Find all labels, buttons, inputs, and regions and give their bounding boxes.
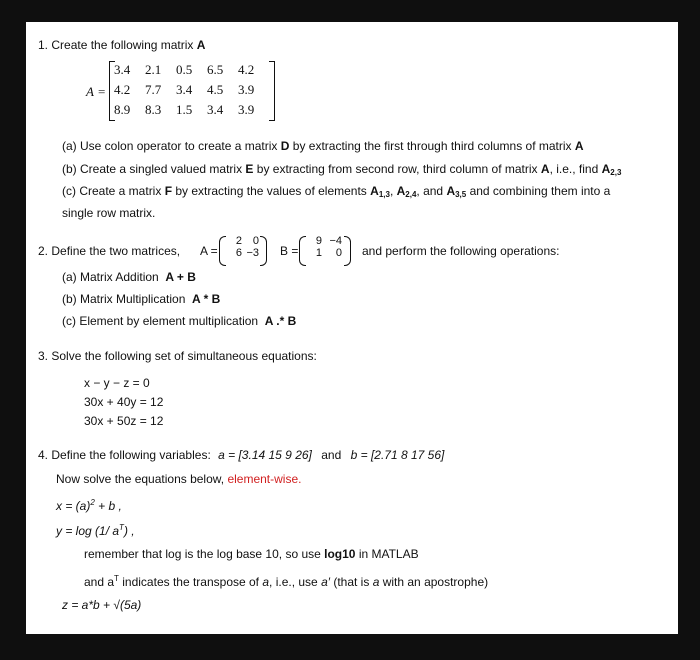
q2-part-b [62, 292, 220, 306]
q4-transpose-note [84, 572, 488, 589]
matrix-cell: 0 [252, 235, 259, 247]
matrix-cell: −3 [246, 247, 259, 259]
q4-note1-pre: remember that log is the log base 10, so use [84, 547, 325, 561]
matrix-cell: 4.2 [238, 62, 255, 77]
q3-text: Solve the following set of simultaneous equations: [51, 349, 317, 363]
matrix-row [114, 80, 262, 100]
q1-c-subscript: 2,4 [405, 190, 417, 199]
q4-text: Define the following variables: [51, 448, 211, 462]
q1-number: 1. [38, 38, 49, 52]
matrix-cell: 0.5 [176, 62, 193, 77]
q4-x-sup: 2 [90, 498, 95, 507]
matrix-a-2x2-label: A = [200, 244, 218, 258]
matrix-cell: 1.5 [176, 102, 193, 117]
q1-c-subscript: 3,5 [455, 190, 467, 199]
q2-tail: and perform the following operations: [362, 244, 560, 258]
matrix-cell: 2 [235, 235, 242, 247]
q4-y-equation [56, 521, 135, 538]
q4-y-post: ) , [123, 524, 135, 538]
q1-c-element: A [396, 184, 406, 198]
matrix-cell: 1 [315, 247, 322, 259]
q4-note2-a2: a [372, 575, 380, 589]
q1-part-a [62, 139, 584, 153]
matrix-cell: 3.9 [238, 82, 255, 97]
q2-c-expr: A .* B [264, 314, 297, 328]
q4-and: and [321, 448, 342, 462]
q4-y-pre: y = log (1/ a [56, 524, 120, 538]
q4-a-definition: a = [3.14 15 9 26] [218, 448, 312, 462]
q1-title: Create the following matrix [51, 38, 194, 52]
q1-c-element: A [370, 184, 379, 198]
matrix-cell: 4.5 [207, 82, 224, 97]
q1-b-matrix-e: E [245, 162, 254, 176]
matrix-cell: 3.9 [238, 102, 255, 117]
q4-note2-post3: with an apostrophe) [379, 575, 489, 589]
matrix-cell: 7.7 [145, 82, 162, 97]
q4-note2-sup: T [114, 574, 119, 583]
q1-b-text2: by extracting from second row, third column of matrix [253, 162, 541, 176]
q2-number: 2. [38, 244, 49, 258]
q4-x-equation [56, 496, 122, 513]
q4-z-equation: z = a*b + √(5a) [62, 598, 142, 612]
matrix-cell: 3.4 [176, 82, 193, 97]
q4-x-pre: x = (a) [56, 499, 91, 513]
q2-heading [38, 244, 180, 258]
q4-now-text: Now solve the equations below, [56, 472, 225, 486]
matrix-cell: 3.4 [207, 102, 224, 117]
matrix-cell: 2.1 [145, 62, 162, 77]
q1-part-c-line2: single row matrix. [62, 206, 156, 220]
matrix-a-label: A [86, 84, 94, 99]
q4-note1-post: in MATLAB [355, 547, 419, 561]
matrix-cell: 0 [335, 247, 342, 259]
matrix-a-equals: = [98, 84, 106, 99]
paren-right [344, 236, 351, 266]
q4-note2-pre: and a [84, 575, 115, 589]
q1-c-subscript: 1,3 [378, 190, 390, 199]
matrix-a-2x2-values [225, 235, 259, 259]
q1-a-matrix-a: A [574, 139, 584, 153]
q4-instruction [56, 472, 301, 486]
q2-part-c [62, 314, 296, 328]
q1-a-text2: by extracting the first through third columns of matrix [289, 139, 575, 153]
q4-note2-post1: , i.e., use [269, 575, 322, 589]
q1-c-text2: by extracting the values of elements [172, 184, 371, 198]
matrix-cell: 8.9 [114, 102, 131, 117]
matrix-b-2x2-values [305, 235, 342, 259]
q1-b-element: A [601, 162, 611, 176]
q1-c-sep: , and [416, 184, 447, 198]
q4-b-definition: b = [2.71 8 17 56] [350, 448, 445, 462]
document-page [26, 22, 678, 634]
matrix-a-values [114, 60, 262, 120]
q4-number: 4. [38, 448, 49, 462]
q1-c-text3: and combining them into a [466, 184, 611, 198]
matrix-cell: 6.5 [207, 62, 224, 77]
q4-note1-log10: log10 [324, 547, 356, 561]
matrix-b-2x2-label: B = [280, 244, 299, 258]
q1-c-text: (c) Create a matrix [62, 184, 165, 198]
q2-b-text: (b) Matrix Multiplication [62, 292, 186, 306]
q4-note2-a-prime: a′ [321, 575, 330, 589]
q3-equation-1: x − y − z = 0 [84, 376, 150, 390]
q1-c-sep: , [389, 184, 397, 198]
matrix-a-right-bracket [269, 61, 275, 121]
q2-text: Define the two matrices, [51, 244, 181, 258]
q4-note2-mid: indicates the transpose of [118, 575, 263, 589]
q1-b-subscript: 2,3 [610, 168, 622, 177]
matrix-cell: 3.4 [114, 62, 131, 77]
q2-c-text: (c) Element by element multiplication [62, 314, 259, 328]
q1-part-b [62, 162, 621, 180]
q4-note2-post2: (that is [330, 575, 373, 589]
q4-note2-a: a [262, 575, 270, 589]
matrix-a [86, 60, 286, 130]
q1-b-matrix-a: A [540, 162, 550, 176]
q3-heading [38, 349, 317, 363]
q4-log-note [84, 547, 419, 561]
q1-c-matrix-f: F [164, 184, 173, 198]
paren-right [260, 236, 267, 266]
q4-y-sup: T [119, 523, 124, 532]
q1-heading [38, 38, 205, 52]
q1-a-matrix-d: D [280, 139, 290, 153]
q3-equation-2: 30x + 40y = 12 [84, 395, 164, 409]
q2-a-expr: A + B [165, 270, 196, 284]
q3-equation-3: 30x + 50z = 12 [84, 414, 164, 428]
matrix-row [114, 60, 262, 80]
q2-part-a [62, 270, 196, 284]
q4-element-wise: element-wise. [227, 472, 302, 486]
q2-b-expr: A * B [192, 292, 221, 306]
matrix-cell: 8.3 [145, 102, 162, 117]
q1-title-matrix: A [196, 38, 206, 52]
matrix-cell: 4.2 [114, 82, 131, 97]
q1-b-text3: , i.e., find [549, 162, 602, 176]
q1-part-c [62, 184, 610, 202]
matrix-b-2x2 [299, 235, 351, 266]
q1-c-element: A [446, 184, 456, 198]
q1-a-text: (a) Use colon operator to create a matrix [62, 139, 281, 153]
matrix-a-2x2 [219, 235, 267, 266]
matrix-cell: −4 [329, 235, 342, 247]
matrix-row [114, 100, 262, 120]
q2-a-text: (a) Matrix Addition [62, 270, 159, 284]
q4-x-post: + b , [94, 499, 122, 513]
q1-b-text: (b) Create a singled valued matrix [62, 162, 246, 176]
q4-heading [38, 448, 444, 462]
matrix-cell: 6 [235, 247, 242, 259]
matrix-cell: 9 [315, 235, 322, 247]
q3-number: 3. [38, 349, 49, 363]
